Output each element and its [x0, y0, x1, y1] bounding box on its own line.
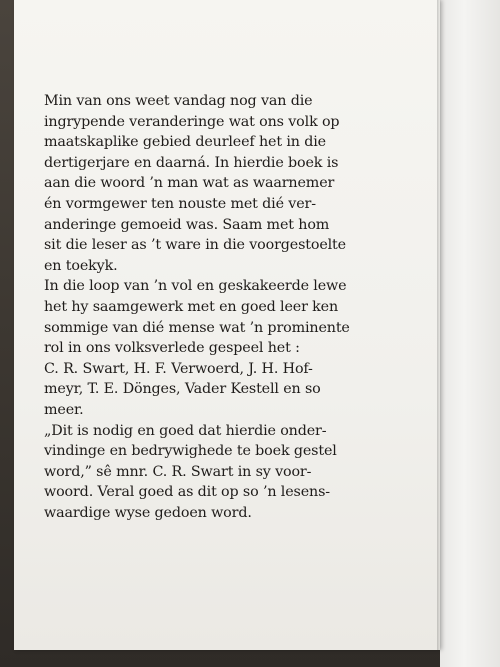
text-line: sit die leser as ’t ware in die voorgestoelte [44, 237, 346, 254]
text-line: maatskaplike gebied deurleef het in die [44, 134, 326, 151]
text-line: sommige van dié mense wat ’n prominente [44, 319, 350, 336]
text-line: waardige wyse gedoen word. [44, 504, 252, 521]
text-line: word,” sê mnr. C. R. Swart in sy voor- [44, 463, 312, 480]
text-line: C. R. Swart, H. F. Verwoerd, J. H. Hof- [44, 360, 313, 377]
text-line: meyr, T. E. Dönges, Vader Kestell en so [44, 381, 321, 398]
text-line: anderinge gemoeid was. Saam met hom [44, 216, 330, 233]
page-edge-shadow [437, 0, 441, 650]
text-line: vindinge en bedrywighede te boek gestel [44, 443, 337, 460]
paragraph-people [44, 276, 436, 420]
blurb-text [44, 91, 436, 523]
text-line: Min van ons weet vandag nog van die [44, 93, 313, 109]
text-line: In die loop van ’n vol en geskakeerde lewe [44, 278, 347, 295]
text-line: het hy saamgewerk met en goed leer ken [44, 298, 339, 315]
text-line: rol in ons volksverlede gespeel het : [44, 340, 300, 357]
paragraph-intro [44, 91, 436, 276]
text-line: woord. Veral goed as dit op so ’n lesens- [44, 484, 330, 501]
text-line: én vormgewer ten nouste met dié ver- [44, 195, 316, 212]
text-line: „Dit is nodig en goed dat hierdie onder- [44, 422, 327, 439]
text-line: aan die woord ’n man wat as waarnemer [44, 175, 335, 192]
text-line: dertigerjare en daarná. In hierdie boek is [44, 154, 339, 171]
text-line: en toekyk. [44, 257, 118, 274]
text-line: meer. [44, 401, 84, 418]
background-surface [440, 0, 500, 667]
paragraph-quote [44, 421, 436, 524]
text-line: ingrypende veranderinge wat ons volk op [44, 113, 340, 130]
